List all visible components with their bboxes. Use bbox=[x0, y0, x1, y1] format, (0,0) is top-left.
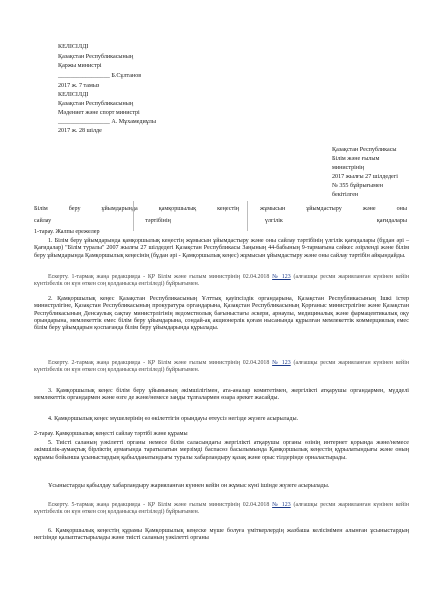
note-5-suffix: (алғашқы ресми жарияланған күнінен кейін күнтізбелік он күн өткен соң қолданысқа енгізіледі) бұйрығымен. bbox=[34, 502, 409, 516]
approval-line1: Қазақстан Республикасы bbox=[332, 147, 397, 153]
approval-line3: министрінің bbox=[332, 165, 365, 171]
title-word: қамқоршылық bbox=[158, 206, 197, 212]
title-word: оны bbox=[396, 206, 407, 212]
note-2 bbox=[34, 360, 409, 375]
note-1-suffix: (алғашқы ресми жарияланған күнінен кейін күнтізбелік он күн өткен соң қолданысқа енгізіледі) бұйрығымен. bbox=[34, 274, 409, 288]
title-word: қағидалары bbox=[376, 218, 407, 224]
paragraph-2: 2. Қамқоршылық кеңес Қазақстан Республикасының Ұлттық қауіпсіздік органдарына, Қазақстан Республикасының Ішкі істер министрлігіне, Қазақстан Республикасының прокуратура органдарына, Қазақстан Республикасының Қорғаныс министрлігіне және Қазақстан Республикасының Денсаулық сақтау министрлігінің ведомстволық бағыныстағы әскери, арнаулы, медициналық және фармацевтикалық оқу орындарына, мемлекеттік емес білім беру ұйымдарына, сондай-ақ акционерлік қоғам нысанында құрылған мемлекеттік коммерциялық емес білім беру ұйымдарын қоспағанда білім беру ұйымдарында құрылады. bbox=[34, 296, 409, 332]
agreed-heading-2: КЕЛІСІЛДІ bbox=[58, 92, 89, 98]
approval-line2-text: Білім және ғылым bbox=[332, 156, 380, 162]
agreed-1-line2: Қаржы министрі bbox=[58, 63, 102, 69]
note-2-link[interactable]: № 123 bbox=[272, 360, 291, 366]
agreed-1-signer: _________________ Б.Сұлтанов bbox=[58, 73, 142, 79]
paragraph-3: 3. Қамқоршылық кеңес білім беру ұйымының әкімшілігімен, ата-аналар комитетімен, жергілікті атқарушы органдармен, мүдделі мемлекеттік органдармен және өзге де және/немесе заңды тұлғалармен өзара әрекет жасайды. bbox=[34, 388, 409, 402]
paragraph-5b: Ұсыныстарды қабылдау хабарландыру жарияланған күннен кейін он жұмыс күні ішінде жүзеге асырылады. bbox=[48, 483, 330, 489]
note-5-link[interactable]: № 123 bbox=[272, 502, 291, 508]
paragraph-4: 4. Қамқоршылық кеңес мүшелерінің өз өкілеттігін орындауы өтеусіз негізде жүзеге асырылады. bbox=[48, 416, 299, 422]
title-word: сайлау bbox=[34, 218, 52, 224]
note-2-text: Ескерту. 2-тармақ жаңа редакцияда - ҚР Білім және ғылым министрінің 02.04.2018 bbox=[48, 360, 270, 366]
agreed-1-line1: Қазақстан Республикасының bbox=[58, 54, 134, 60]
approval-line5: № 355 бұйрығымен bbox=[332, 183, 383, 189]
note-1-text: Ескерту. 1-тармақ жаңа редакцияда - ҚР Білім және ғылым министрінің 02.04.2018 bbox=[48, 274, 270, 280]
approval-line2 bbox=[332, 156, 406, 163]
title-word: беру bbox=[68, 206, 81, 212]
title-word: жұмысын bbox=[260, 206, 286, 212]
agreed-2-line1: Қазақстан Республикасының bbox=[58, 101, 134, 107]
paragraph-6: 6. Қамқоршылық кеңестің құрамы Қамқоршылық кеңеске мүше болуға үміткерлердің жазбаша келісімімен алынған ұсыныстардың негізінде қалыптастырылады және тиісті саланың уәкілетті органы bbox=[34, 528, 409, 542]
document-title-line2 bbox=[34, 218, 407, 225]
note-5 bbox=[34, 502, 409, 517]
agreed-2-line2: Мәдениет және спорт министрі bbox=[58, 110, 140, 116]
title-word: Білім bbox=[34, 206, 48, 212]
agreed-1-date: 2017 ж. 7 тамыз bbox=[58, 83, 100, 89]
approval-line6: бекітілген bbox=[332, 192, 359, 198]
chapter-2-heading: 2-тарау. Қамқоршылық кеңесті сайлау тәртібі және құрамы bbox=[34, 431, 188, 437]
paragraph-5: 5. Тиісті саланың уәкілетті органы немесе білім саласындағы жергілікті атқарушы органы өзінің интернет қорында және/немесе әкімшілік-аумақтық бірліктің аумағында таратылатын мерзімді баспасөз басылымында Қамқоршылық кеңестің құрылатындығы және оның құрамы бойынша ұсыныстардың қабылданатындығы туралы хабарландыру қазақ және орыс тілдерінде орналастырады. bbox=[34, 440, 409, 461]
title-word: ұйымдастыру bbox=[306, 206, 342, 212]
approval-line4: 2017 жылғы 27 шілдедегі bbox=[332, 174, 398, 180]
note-1 bbox=[34, 274, 409, 289]
table-separator bbox=[247, 201, 248, 231]
title-word: тәртібінің bbox=[145, 218, 171, 224]
title-word: кеңестің bbox=[217, 206, 240, 212]
title-word: үлгілік bbox=[264, 218, 283, 224]
note-5-text: Ескерту. 5-тармақ жаңа редакцияда - ҚР Білім және ғылым министрінің 02.04.2018 bbox=[48, 502, 270, 508]
agreed-heading-1: КЕЛІСІЛДІ bbox=[58, 44, 89, 50]
note-1-link[interactable]: № 123 bbox=[272, 274, 291, 280]
note-2-suffix: (алғашқы ресми жарияланған күнінен кейін күнтізбелік он күн өткен соң қолданысқа енгізіледі) бұйрығымен. bbox=[34, 360, 409, 374]
title-word: ұйымдарында bbox=[101, 206, 138, 212]
paragraph-1: 1. Білім беру ұйымдарында қамқоршылық кеңестің жұмысын ұйымдастыру және оны сайлау тәртібінің үлгілік қағидалары (бұдан әрі – Қағидалар) "Білім туралы" 2007 жылғы 27 шілдедегі Қазақстан Республикасы Заңының 44-бабының 9-тармағына сәйкес әзірленді және білім беру ұйымдарында Қамқоршылық кеңесінің (бұдан әрі - Қамқоршылық кеңес) жұмысын ұйымдастыру және оны сайлау тәртібін айқындайды. bbox=[34, 238, 409, 259]
document-title-line1 bbox=[34, 206, 407, 213]
chapter-1-heading: 1-тарау. Жалпы ережелер bbox=[34, 229, 100, 235]
title-word: және bbox=[362, 206, 376, 212]
agreed-2-signer: _________________ А. Мұхамедиұлы bbox=[58, 119, 156, 125]
agreed-2-date: 2017 ж. 28 шілде bbox=[58, 128, 102, 134]
table-separator bbox=[133, 201, 134, 231]
